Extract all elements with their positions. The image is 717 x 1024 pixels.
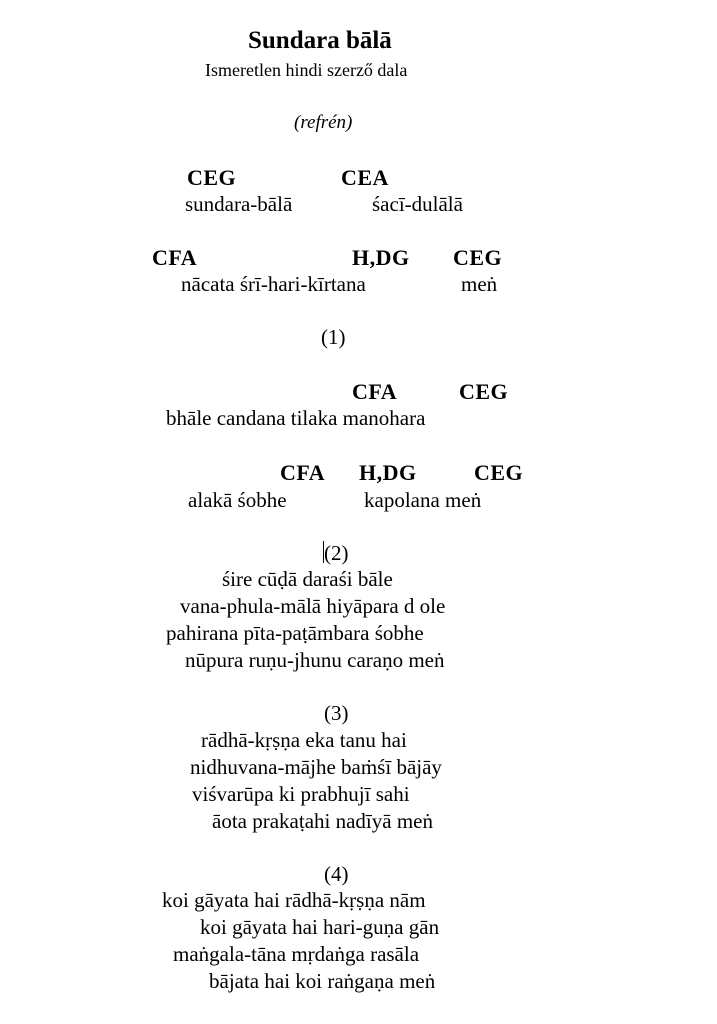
verse3-lyric: nidhuvana-mājhe baṁśī bājāy: [190, 755, 442, 779]
verse-number: (4): [324, 862, 349, 886]
verse4-lyric: koi gāyata hai hari-guṇa gān: [200, 915, 440, 939]
refrain-lyric: nācata śrī-hari-kīrtana: [181, 272, 366, 296]
verse2-lyric: nūpura ruṇu-jhunu caraṇo meṅ: [185, 648, 445, 672]
verse1-chord: CFA: [280, 460, 326, 485]
verse1-chord: H,DG: [359, 460, 417, 485]
verse2-lyric: śire cūḍā daraśi bāle: [222, 567, 393, 591]
refrain-chord: CFA: [152, 245, 198, 270]
verse4-lyric: bājata hai koi raṅgaṇa meṅ: [209, 969, 436, 993]
verse3-lyric: rādhā-kṛṣṇa eka tanu hai: [201, 728, 407, 752]
refrain-chord: CEG: [187, 165, 237, 190]
verse1-chord: CFA: [352, 379, 398, 404]
refrain-lyric: sundara-bālā: [185, 192, 293, 216]
refrain-label: (refrén): [294, 112, 353, 133]
verse1-lyric: kapolana meṅ: [364, 488, 482, 512]
refrain-chord: H,DG: [352, 245, 410, 270]
verse3-lyric: āota prakaṭahi nadīyā meṅ: [212, 809, 433, 833]
refrain-lyric: śacī-dulālā: [372, 192, 463, 216]
verse1-lyric: bhāle candana tilaka manohara: [166, 406, 426, 430]
verse1-lyric: alakā śobhe: [188, 488, 287, 512]
verse4-lyric: koi gāyata hai rādhā-kṛṣṇa nām: [162, 888, 426, 912]
verse2-lyric: vana-phula-mālā hiyāpara d ole: [180, 594, 446, 618]
verse3-lyric: viśvarūpa ki prabhujī sahi: [192, 782, 410, 806]
refrain-lyric: meṅ: [461, 272, 498, 296]
verse2-lyric: pahirana pīta-paṭāmbara śobhe: [166, 621, 424, 645]
verse-number: (3): [324, 701, 349, 725]
verse4-lyric: maṅgala-tāna mṛdaṅga rasāla: [173, 942, 420, 966]
song-title: Sundara bālā: [248, 27, 392, 54]
refrain-chord: CEG: [453, 245, 503, 270]
refrain-chord: CEA: [341, 165, 389, 190]
song-subtitle: Ismeretlen hindi szerző dala: [205, 60, 408, 80]
verse-number: (1): [321, 325, 346, 349]
verse-number: (2): [324, 541, 349, 565]
verse1-chord: CEG: [474, 460, 524, 485]
verse1-chord: CEG: [459, 379, 509, 404]
